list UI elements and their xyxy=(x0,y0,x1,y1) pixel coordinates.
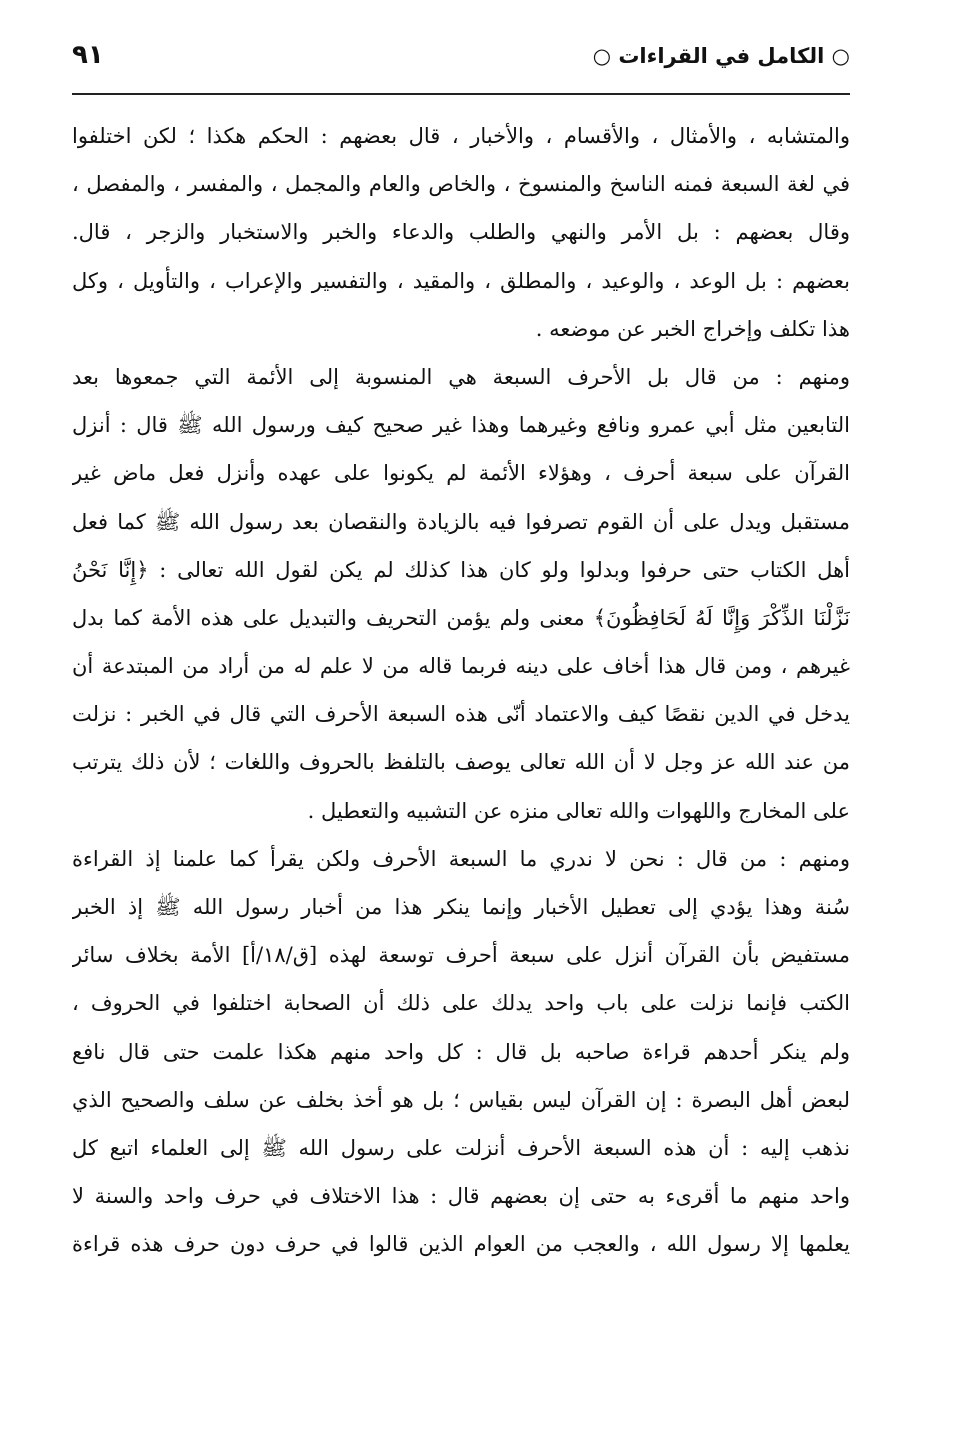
text-line: بعضهم : بل الوعد ، والوعيد ، والمطلق ، والمقيد ، والتفسير والإعراب ، والتأويل ، وكل xyxy=(72,268,850,293)
text-line: غيرهم ، ومن قال هذا أخاف على دينه فربما قاله من لا علم له من أراد من المبتدعة أن xyxy=(72,654,850,679)
text-line: مستقبل ويدل على أن القوم تصرفوا فيه بالزيادة والنقصان بعد رسول الله ﷺ كما فعل xyxy=(72,509,850,534)
text-line: التابعين مثل أبي عمرو ونافع وغيرهما وهذا غير صحيح كيف ورسول الله ﷺ قال : أنزل xyxy=(72,413,850,438)
text-line: مستفيض بأن القرآن أنزل على سبعة أحرف توسعة لهذه [ق/١٨/أ] الأمة بخلاف سائر xyxy=(72,943,850,968)
text-line: وقال بعضهم : بل الأمر والنهي والطلب والدعاء والخبر والاستخبار والزجر ، قال. xyxy=(72,220,850,245)
text-line: نذهب إليه : أن هذه السبعة الأحرف أنزلت على رسول الله ﷺ إلى العلماء اتبع كل xyxy=(72,1135,850,1160)
text-line: واحد منهم ما أقرىء به حتى إن بعضهم قال : هذا الاختلاف في حرف واحد والسنة لا xyxy=(72,1184,850,1209)
body-text xyxy=(72,112,850,1269)
text-line: الكتب فإنما نزلت على باب واحد يدلك على ذلك أن الصحابة اختلفوا في الحروف ، xyxy=(72,991,850,1016)
text-line: أهل الكتاب حتى حرفوا وبدلوا ولو كان هذا كذلك لم يكن لقول الله تعالى : ﴿إِنَّا نَحْنُ xyxy=(72,557,850,582)
text-line: ومنهم : من قال : نحن لا ندري ما السبعة الأحرف ولكن يقرأ كما علمنا إذ القراءة xyxy=(72,846,850,871)
text-line: يدخل في الدين نقصًا كيف والاعتماد أنّى هذه السبعة الأحرف التي قال في الخبر : نزلت xyxy=(72,702,850,727)
text-line: ولم ينكر أحدهم قراءة صاحبه بل قال : كل واحد منهم هكذا علمت حتى قال نافع xyxy=(72,1039,850,1064)
text-line: القرآن على سبعة أحرف ، وهؤلاء الأئمة لم يكونوا على عهده وأنزل فعل ماض غير xyxy=(72,461,850,486)
text-line: على المخارج واللهوات والله تعالى منزه عن التشبيه والتعطيل . xyxy=(307,798,850,823)
text-line: نَزَّلْنَا الذِّكْرَ وَإِنَّا لَهُ لَحَافِظُونَ﴾ معنى ولم يؤمن التحريف والتبديل على هذه الأمة كما بدل xyxy=(72,605,850,630)
page-number: ٩١ xyxy=(72,40,104,70)
header-rule xyxy=(72,93,850,95)
text-line: هذا تكلف وإخراج الخبر عن موضعه . xyxy=(535,316,850,341)
text-line: يعلمها إلا رسول الله ، والعجب من العوام الذين قالوا في حرف دون حرف هذه قراءة xyxy=(72,1232,850,1257)
text-line: في لغة السبعة فمنه الناسخ والمنسوخ ، والخاص والعام والمجمل ، والمفسر ، والمفصل ، xyxy=(72,172,850,197)
running-head: ○ الكامل في القراءات ○ xyxy=(592,44,850,68)
page-header xyxy=(72,40,850,84)
text-line: من عند الله عز وجل لا أن الله تعالى يوصف بالتلفظ بالحروف واللغات ؛ لأن ذلك يترتب xyxy=(72,750,850,775)
text-line: سُنة وهذا يؤدي إلى تعطيل الأخبار وإنما ينكر هذا من أخبار رسول الله ﷺ إذ الخبر xyxy=(72,895,850,919)
text-line: ومنهم : من قال بل الأحرف السبعة هي المنسوبة إلى الأئمة التي جمعوها بعد xyxy=(72,364,850,389)
text-line: لبعض أهل البصرة : إن القرآن ليس بقياس ؛ بل هو أخذ بخلف عن سلف والصحيح الذي xyxy=(72,1087,850,1112)
text-line: والمتشابه ، والأمثال ، والأقسام ، والأخبار ، قال بعضهم : الحكم هكذا ؛ لكن اختلفوا xyxy=(72,124,850,148)
